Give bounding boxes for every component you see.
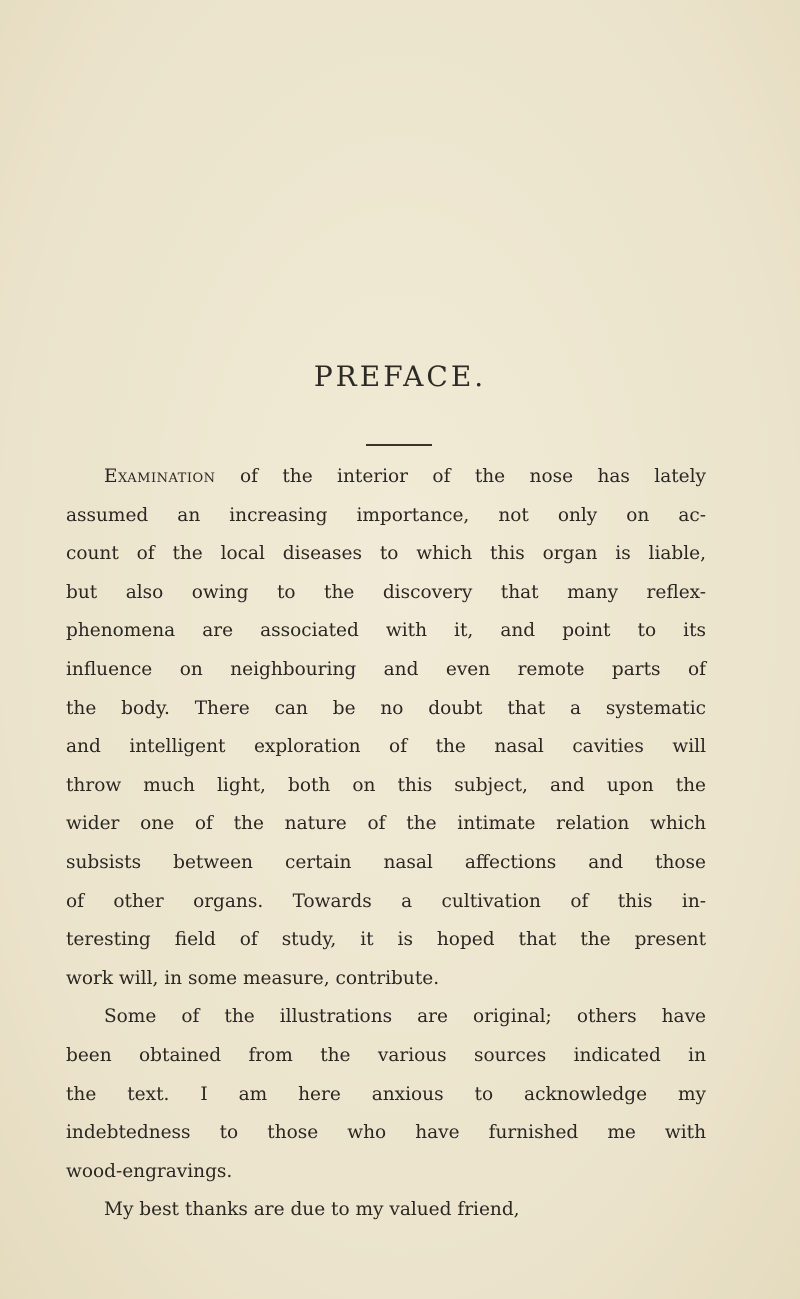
text-line: count of the local diseases to which this organ is liable, [66, 543, 706, 565]
text-line: of other organs. Towards a cultivation of this in- [66, 890, 706, 912]
text-line: phenomena are associated with it, and point to its [66, 620, 706, 642]
text-line: the text. I am here anxious to acknowledge my [66, 1083, 706, 1105]
text-line: indebtedness to those who have furnished me with [66, 1122, 706, 1144]
text-line: been obtained from the various sources indicated in [66, 1044, 706, 1066]
text-line: wood-engravings. [66, 1160, 233, 1182]
text-line: subsists between certain nasal affections and those [66, 851, 706, 873]
page-title: PREFACE. [313, 360, 487, 393]
title-rule [366, 444, 432, 446]
text-line: the body. There can be no doubt that a systematic [66, 697, 706, 719]
text-line: influence on neighbouring and even remote parts of [66, 658, 706, 680]
text-line: Examination of the interior of the nose has lately [104, 466, 706, 487]
text-line: assumed an increasing importance, not only on ac- [66, 504, 706, 526]
text-line: wider one of the nature of the intimate relation which [66, 813, 706, 835]
text-line: and intelligent exploration of the nasal cavities will [66, 736, 706, 758]
text-line: My best thanks are due to my valued friend, [104, 1199, 520, 1221]
lead-word: Examination [104, 466, 216, 487]
text-line: throw much light, both on this subject, and upon the [66, 774, 706, 796]
text-line: teresting field of study, it is hoped that the present [66, 929, 706, 951]
text-line: but also owing to the discovery that many reflex- [66, 581, 706, 603]
text-line: Some of the illustrations are original; others have [104, 1006, 706, 1028]
text-line: work will, in some measure, contribute. [66, 967, 440, 989]
preface-body [66, 458, 706, 1230]
